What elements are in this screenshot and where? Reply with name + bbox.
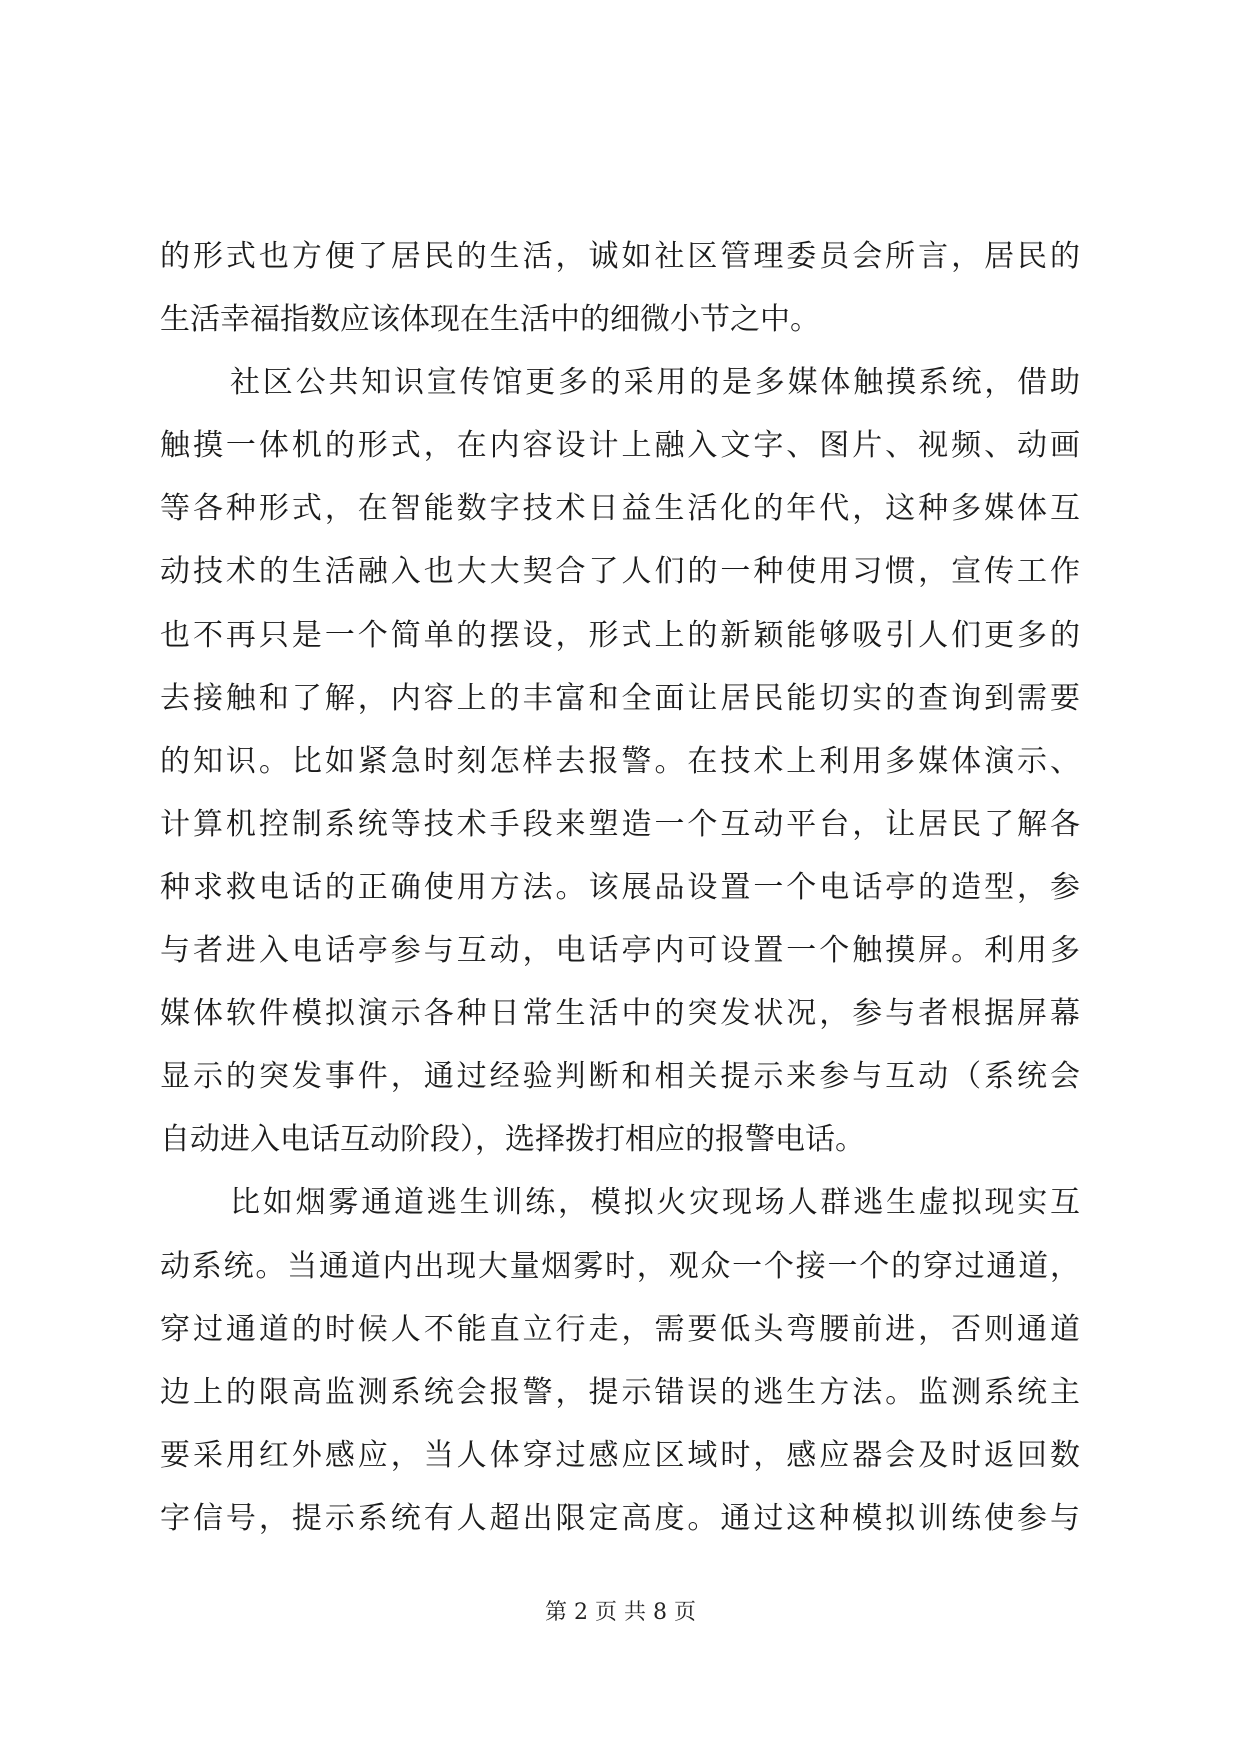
text-line: 社区公共知识宣传馆更多的采用的是多媒体触摸系统，借助	[230, 365, 1080, 401]
text-line: 的形式也方便了居民的生活，诚如社区管理委员会所言，居民的	[160, 239, 1080, 274]
text-line: 去接触和了解，内容上的丰富和全面让居民能切实的查询到需要	[160, 680, 1080, 716]
text-line: 穿过通道的时候人不能直立行走，需要低头弯腰前进，否则通道	[160, 1311, 1080, 1347]
text-line: 媒体软件模拟演示各种日常生活中的突发状况，参与者根据屏幕	[160, 996, 1080, 1032]
body-text	[160, 225, 1080, 1550]
text-line: 的知识。比如紧急时刻怎样去报警。在技术上利用多媒体演示、	[160, 743, 1080, 779]
text-line: 也不再只是一个简单的摆设，形式上的新颖能够吸引人们更多的	[160, 617, 1080, 653]
text-line: 动技术的生活融入也大大契合了人们的一种使用习惯，宣传工作	[160, 554, 1080, 590]
text-line: 比如烟雾通道逃生训练，模拟火灾现场人群逃生虚拟现实互	[230, 1185, 1080, 1221]
text-line: 字信号，提示系统有人超出限定高度。通过这种模拟训练使参与	[160, 1500, 1080, 1536]
text-line: 生活幸福指数应该体现在生活中的细微小节之中。	[160, 302, 820, 338]
text-line: 要采用红外感应，当人体穿过感应区域时，感应器会及时返回数	[160, 1437, 1080, 1473]
text-line: 显示的突发事件，通过经验判断和相关提示来参与互动（系统会	[160, 1059, 1080, 1095]
page-footer: 第 2 页 共 8 页	[545, 1600, 696, 1625]
text-line: 种求救电话的正确使用方法。该展品设置一个电话亭的造型，参	[160, 869, 1080, 905]
text-line: 动系统。当通道内出现大量烟雾时，观众一个接一个的穿过通道，	[160, 1248, 1080, 1284]
text-line: 边上的限高监测系统会报警，提示错误的逃生方法。监测系统主	[160, 1374, 1080, 1410]
text-line: 自动进入电话互动阶段），选择拨打相应的报警电话。	[160, 1122, 865, 1158]
text-line: 触摸一体机的形式，在内容设计上融入文字、图片、视频、动画	[160, 428, 1080, 464]
text-line: 计算机控制系统等技术手段来塑造一个互动平台，让居民了解各	[160, 806, 1080, 842]
text-line: 等各种形式，在智能数字技术日益生活化的年代，这种多媒体互	[160, 491, 1080, 527]
text-line: 与者进入电话亭参与互动，电话亭内可设置一个触摸屏。利用多	[160, 933, 1080, 969]
